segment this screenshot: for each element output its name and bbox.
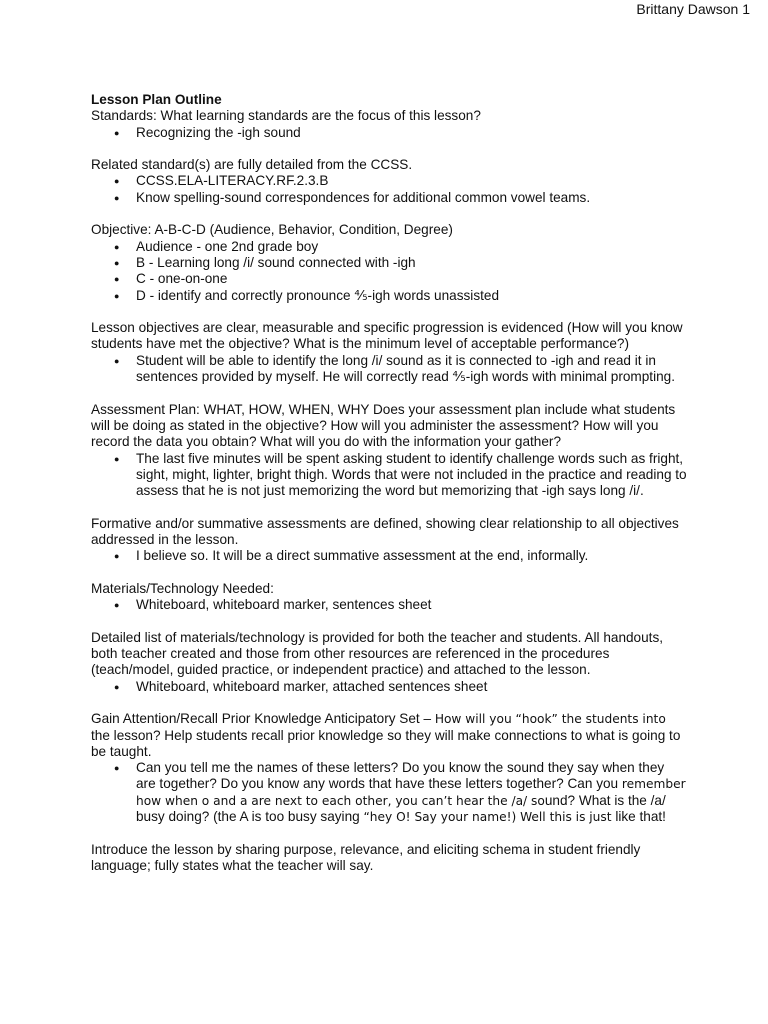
list-item: ● D - identify and correctly pronounce ⅘-igh words unassisted (136, 288, 687, 304)
standards-list (91, 125, 687, 141)
gain-attention-list (91, 760, 687, 825)
lesson-objectives-prompt: Lesson objectives are clear, measurable and specific progression is evidenced (How will you know students have met the objective? What is the minimum level of acceptable performance?) (91, 320, 683, 352)
gain-attention-item-a: Can you tell me the names of these letters? Do you know the sound they say when they are together? Do you know any words that have these letters together? Can you (136, 760, 665, 792)
gain-attention-prompt-a: Gain Attention/Recall Prior Knowledge Anticipatory Set – (91, 711, 435, 727)
list-item: ● The last five minutes will be spent asking student to identify challenge words such as fright, sight, might, lighter, bright thigh. Words that were not included in the practice and reading to assess that he is not just memorizing the word but memorizing that -igh says long /i/. (136, 451, 687, 500)
lesson-objectives-list (91, 353, 687, 386)
related-list (91, 173, 687, 206)
gain-attention-item-e: like that! (611, 809, 666, 825)
introduce-prompt: Introduce the lesson by sharing purpose, relevance, and eliciting schema in student friendly language; fully states what the teacher will say. (91, 841, 641, 873)
related-prompt: Related standard(s) are fully detailed from the CCSS. (91, 157, 413, 173)
materials-prompt: Materials/Technology Needed: (91, 580, 274, 596)
introduce-section (91, 842, 687, 875)
list-item: ● Whiteboard, whiteboard marker, sentences sheet (136, 597, 687, 613)
assessment-section (91, 402, 687, 500)
list-item: ● Student will be able to identify the long /i/ sound as it is connected to -igh and read it in sentences provided by myself. He will correctly read ⅘-igh words with minimal prompting. (136, 353, 687, 386)
formative-section (91, 516, 687, 565)
document-title: Lesson Plan Outline (91, 92, 222, 107)
detailed-prompt: Detailed list of materials/technology is provided for both the teacher and students. All handouts, both teacher created and those from other resources are referenced in the procedures (teach/model, guided practice, or independent practice) and attached to the lesson. (91, 629, 664, 678)
materials-section (91, 581, 687, 614)
list-item: ● Know spelling-sound correspondences for additional common vowel teams. (136, 190, 687, 206)
assessment-list (91, 451, 687, 500)
gain-attention-item-c: und? What is the /a/ busy doing? (the A is too busy saying (136, 792, 666, 825)
standards-section (91, 108, 687, 141)
list-item: ● B - Learning long /i/ sound connected with -igh (136, 255, 687, 271)
list-item: ● I believe so. It will be a direct summative assessment at the end, informally. (136, 548, 687, 564)
list-item (136, 760, 687, 825)
gain-attention-item-d: “hey O! Say your name!) Well this is just (363, 810, 612, 825)
list-item: ● Recognizing the -igh sound (136, 125, 687, 141)
detailed-materials-section (91, 630, 687, 695)
objective-prompt: Objective: A-B-C-D (Audience, Behavior, Condition, Degree) (91, 222, 453, 238)
objective-list (91, 239, 687, 304)
related-standards-section (91, 157, 687, 206)
gain-attention-section (91, 711, 687, 825)
materials-list (91, 597, 687, 613)
lesson-objectives-section (91, 320, 687, 385)
objective-section (91, 222, 687, 303)
list-item: ● Audience - one 2nd grade boy (136, 239, 687, 255)
list-item: ● C - one-on-one (136, 271, 687, 287)
gain-attention-prompt (91, 711, 687, 760)
standards-prompt: Standards: What learning standards are the focus of this lesson? (91, 108, 481, 124)
page-header: Brittany Dawson 1 (636, 1, 750, 17)
gain-attention-prompt-c: the lesson? Help students recall prior knowledge so they will make connections to what is going to be taught. (91, 727, 681, 759)
assessment-prompt: Assessment Plan: WHAT, HOW, WHEN, WHY Does your assessment plan include what students will be doing as stated in the objective? How will you administer the assessment? How will you record the data you obtain? What will you do with the information your gather? (91, 401, 676, 450)
formative-prompt: Formative and/or summative assessments are defined, showing clear relationship to all objectives addressed in the lesson. (91, 515, 679, 548)
list-item: ● CCSS.ELA-LITERACY.RF.2.3.B (136, 173, 687, 189)
gain-attention-item-b: remember how when o and a are next to each other, you can’t hear the /a/ so (136, 777, 686, 808)
gain-attention-prompt-b: How will you “hook” the students into (434, 712, 666, 727)
detailed-list (91, 679, 687, 695)
list-item: ● Whiteboard, whiteboard marker, attached sentences sheet (136, 679, 687, 695)
formative-list (91, 548, 687, 564)
document-body (91, 92, 687, 891)
